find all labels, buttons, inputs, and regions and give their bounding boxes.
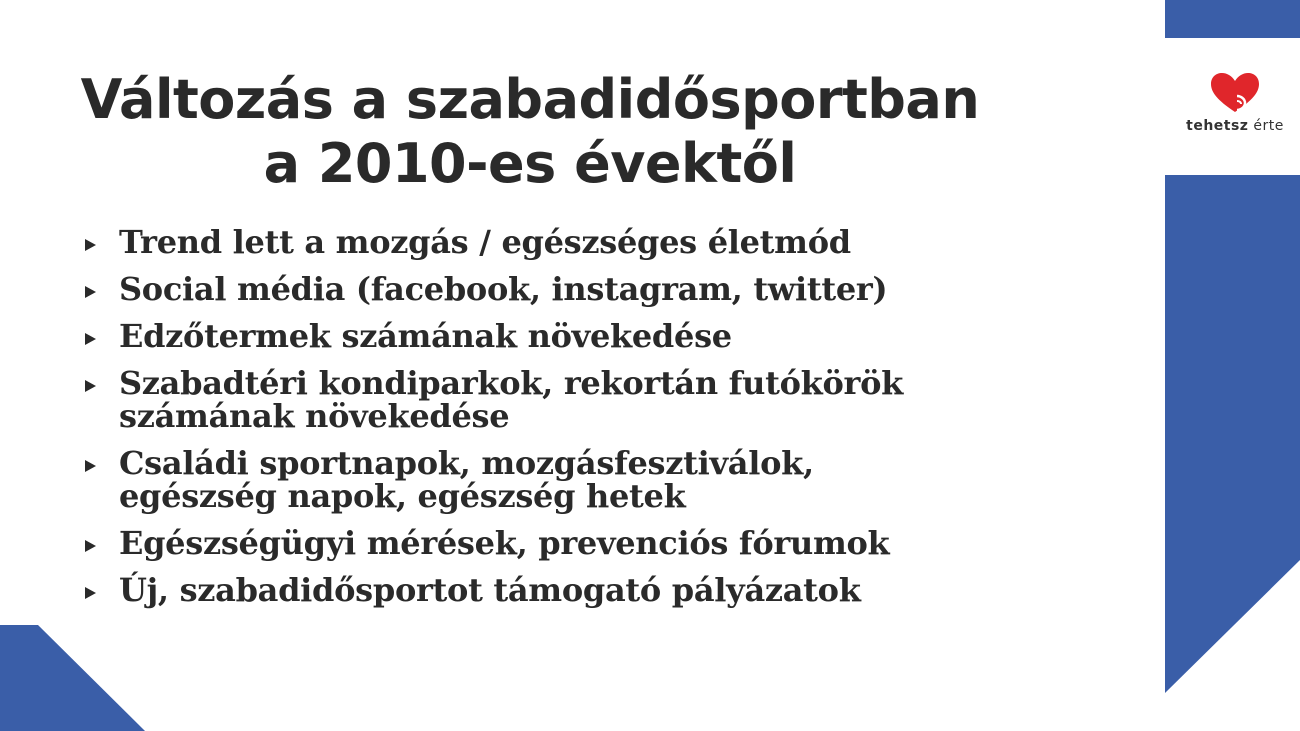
heart-icon: [1207, 70, 1263, 116]
bullet-text: Trend lett a mozgás / egészséges életmód: [119, 223, 851, 261]
bottom-accent-triangle: [0, 625, 145, 731]
bullet-item: [82, 571, 962, 609]
logo-text-bold: tehetsz: [1186, 118, 1249, 134]
logo: [1170, 70, 1300, 134]
bullet-item: [82, 270, 962, 308]
bullet-list: [82, 223, 962, 621]
bullet-arrow-icon: [85, 380, 96, 392]
slide-title: [60, 68, 1000, 196]
bullet-item: [82, 317, 962, 355]
bullet-arrow-icon: [85, 333, 96, 345]
bullet-text: Új, szabadidősportot támogató pályázatok: [119, 571, 861, 609]
bullet-item: [82, 524, 962, 562]
bullet-text: Social média (facebook, instagram, twitter): [119, 270, 888, 308]
bullet-text: számának növekedése: [119, 397, 510, 435]
bullet-text: Családi sportnapok, mozgásfesztiválok,: [119, 444, 814, 482]
title-line: Változás a szabadidősportban: [80, 68, 980, 131]
bullet-text: egészség napok, egészség hetek: [119, 477, 686, 515]
bullet-item: [82, 223, 962, 261]
bullet-arrow-icon: [85, 239, 96, 251]
title-line: a 2010-es évektől: [263, 132, 797, 195]
bullet-arrow-icon: [85, 540, 96, 552]
bullet-text: Szabadtéri kondiparkok, rekortán futókörök: [119, 364, 904, 402]
bullet-item: [82, 444, 962, 515]
logo-text-regular: érte: [1248, 118, 1284, 134]
bullet-item: [82, 364, 962, 435]
bullet-arrow-icon: [85, 460, 96, 472]
bullet-text: Edzőtermek számának növekedése: [119, 317, 732, 355]
bullet-arrow-icon: [85, 286, 96, 298]
bullet-text: Egészségügyi mérések, prevenciós fórumok: [119, 524, 890, 562]
bullet-arrow-icon: [85, 587, 96, 599]
logo-text: [1170, 118, 1300, 134]
